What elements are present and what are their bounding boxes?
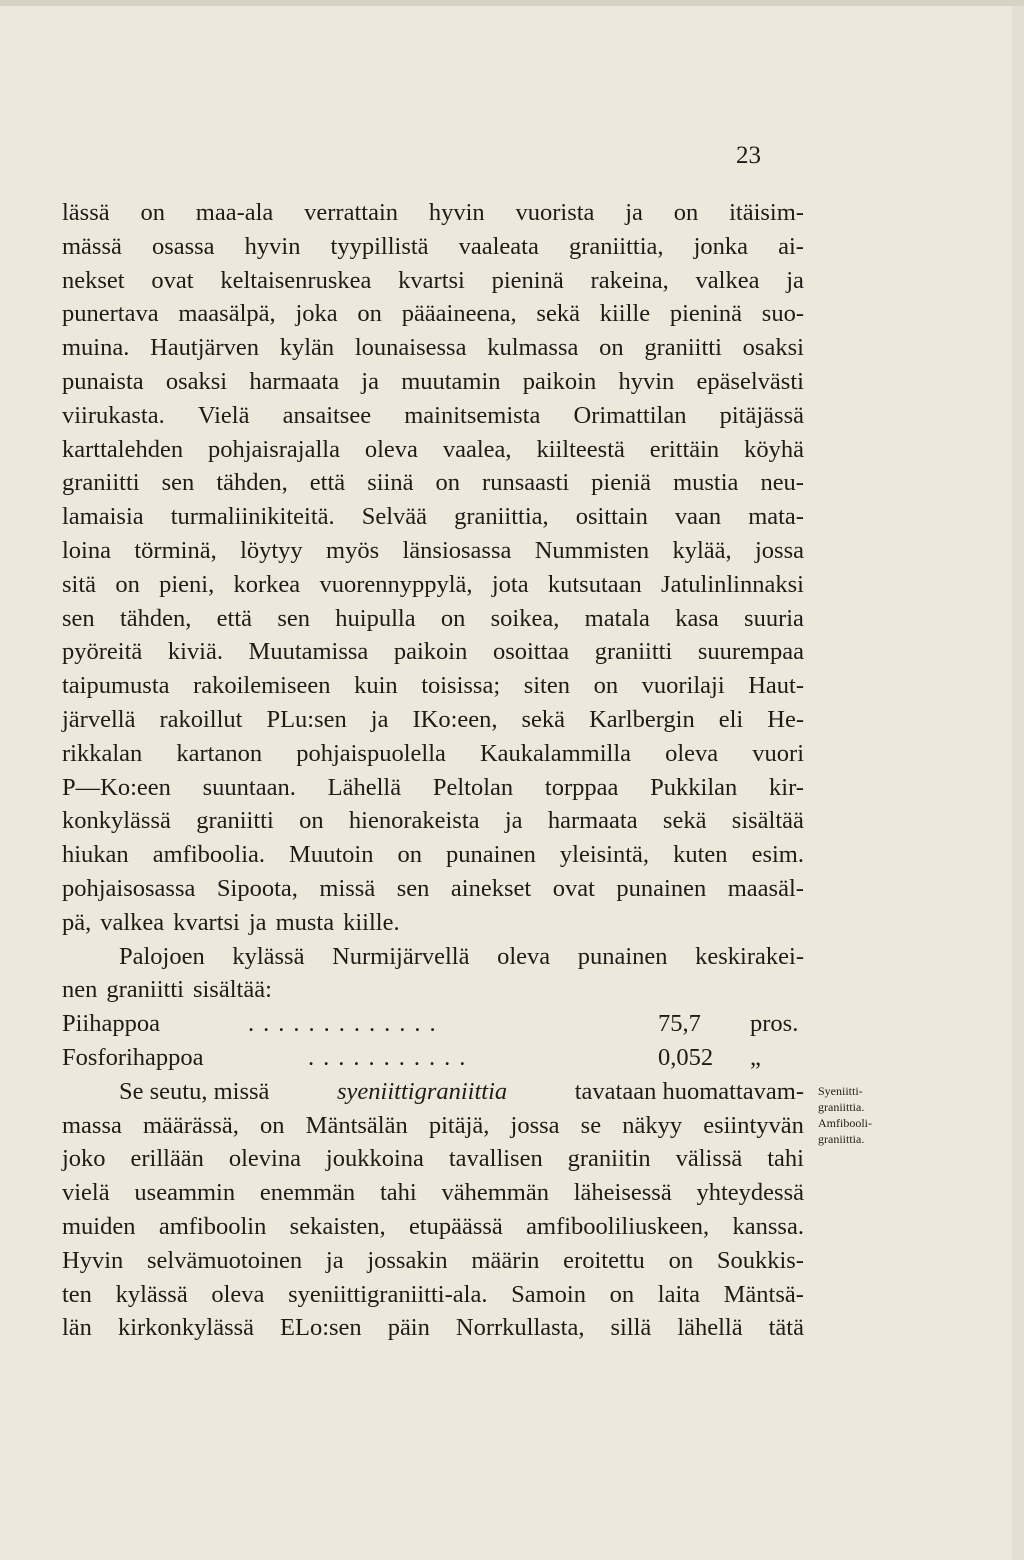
word: sen [161, 469, 195, 497]
text-line [62, 1210, 804, 1244]
word: pieninä [669, 300, 742, 328]
word: vuorennyppylä, [319, 570, 473, 598]
margin-note [818, 1083, 890, 1147]
text-line [62, 1109, 804, 1143]
word: läheisessä [573, 1179, 672, 1207]
word: verrattain [304, 199, 399, 226]
word: sekaisten, [289, 1212, 386, 1240]
word: Karlbergin [589, 705, 695, 733]
text-line [62, 602, 804, 636]
text-line [62, 230, 804, 264]
word: Nurmijärvellä [332, 942, 470, 970]
body-text [62, 196, 804, 1345]
word: rakoillut [159, 705, 243, 733]
word: eli [718, 705, 744, 733]
word: on [435, 469, 460, 497]
word: amfibooliliuskeen, [526, 1212, 710, 1240]
word: selvämuotoinen [147, 1246, 303, 1274]
word: valkea [695, 266, 760, 294]
word: kasa [675, 604, 719, 632]
word: taipumusta [62, 672, 170, 700]
page-number: 23 [736, 142, 761, 169]
word: löytyy [240, 536, 303, 564]
word: ja [361, 367, 379, 395]
word: harmaata [249, 367, 340, 395]
text-line [62, 399, 804, 433]
word: ja [325, 1246, 344, 1274]
word: loina [62, 536, 111, 564]
word: törminä, [134, 536, 217, 564]
word: kiviä. [167, 638, 223, 666]
text-line [62, 838, 804, 872]
word: graniittia, [454, 503, 549, 531]
word: Soukkis- [716, 1246, 804, 1274]
word: maa-ala [195, 199, 274, 226]
word: toisissa; [421, 672, 501, 700]
word: vaaleata [458, 232, 539, 260]
word: siinä [367, 469, 414, 497]
text-line [62, 703, 804, 737]
word: oleva [211, 1280, 265, 1308]
word: on [673, 199, 699, 226]
word: etupäässä [408, 1212, 503, 1240]
word: pohjaisosassa [62, 874, 196, 902]
word: jota [491, 570, 529, 598]
word: lähellä [677, 1314, 743, 1342]
word: län [62, 1314, 92, 1342]
word: kulmassa [487, 334, 579, 362]
word: sisältää: [192, 976, 272, 1004]
word: ovat [552, 874, 595, 902]
word: sisältää [731, 807, 804, 835]
word: osoittaa [492, 638, 570, 666]
word: paikoin [522, 367, 597, 395]
word: esiintyvän [703, 1111, 804, 1139]
word: että [309, 469, 346, 497]
word: runsaasti [482, 469, 570, 497]
word: Nummisten [534, 536, 650, 564]
term-syenite-granite: syeniittigraniittia [337, 1077, 508, 1105]
word: on [140, 199, 165, 226]
word: joukkoina [325, 1145, 424, 1173]
word: jonka [693, 232, 749, 260]
word: vähemmän [441, 1179, 549, 1207]
word: korkea [233, 570, 301, 598]
word: määrin [471, 1246, 540, 1274]
word: punainen [446, 841, 536, 869]
word: vuori [752, 739, 804, 767]
word: Pukkilan [650, 773, 738, 801]
analysis-row-phosphoric [62, 1041, 804, 1075]
word: köyhä [744, 435, 804, 463]
word: P—Ko:een [62, 773, 171, 801]
text-line [62, 1311, 804, 1345]
word: rikkalan [62, 739, 143, 767]
word: vuorista [515, 199, 595, 226]
word: ansaitsee [282, 401, 372, 429]
word: lounaisessa [354, 334, 467, 362]
word: turmaliinikiteitä. [170, 503, 335, 531]
word: kanssa. [732, 1212, 804, 1240]
word: missä [319, 874, 376, 902]
text-line [62, 669, 804, 703]
word: osassa [151, 232, 215, 260]
word: ja [504, 807, 523, 835]
line-segment: tavataan huomattavam- [574, 1077, 804, 1105]
margin-note-line: graniittia. [818, 1132, 865, 1146]
word: valkea [100, 908, 165, 936]
word: Jatulinlinnaksi [661, 570, 804, 598]
word: sen [277, 604, 310, 632]
word: lässä [62, 199, 110, 226]
word: graniitti [594, 638, 673, 666]
word: mainitsemista [404, 401, 541, 429]
word: hyvin [428, 199, 485, 226]
word: hiukan [62, 841, 129, 869]
word: se [580, 1111, 602, 1139]
word: oleva [364, 435, 418, 463]
word: olevina [228, 1145, 301, 1173]
word: ainekset [450, 874, 532, 902]
word: nen [62, 976, 98, 1004]
word: järvellä [62, 705, 136, 733]
word: torppaa [544, 773, 619, 801]
word: maasälpä, [178, 300, 276, 328]
word: tahi [379, 1179, 417, 1207]
word: soikea, [490, 604, 560, 632]
leader-dots: ............. [248, 1010, 445, 1038]
word: yhteydessä [696, 1179, 804, 1207]
text-line [62, 940, 804, 974]
word: kvartsi [398, 266, 465, 294]
word: vaan [674, 503, 722, 531]
text-line [62, 500, 804, 534]
word: tätä [768, 1314, 804, 1342]
word: sekä [521, 705, 566, 733]
word: kylässä [232, 942, 305, 970]
word: pä, [62, 908, 92, 936]
word: amfiboolin [158, 1212, 267, 1240]
word: graniitti [62, 469, 140, 497]
analysis-unit: pros. [750, 1010, 799, 1038]
line-segment: Se seutu, missä [119, 1077, 270, 1105]
analysis-unit: „ [750, 1043, 761, 1071]
word: esim. [751, 841, 804, 869]
word: kirkonkylässä [117, 1314, 255, 1342]
word: osaksi [742, 334, 804, 362]
word: vaalea, [442, 435, 512, 463]
word: muina. [62, 334, 130, 362]
word: ovat [151, 266, 194, 294]
leader-dots: ........... [308, 1043, 475, 1071]
word: ten [62, 1280, 92, 1308]
word: pitäjässä [719, 401, 804, 429]
word: Peltolan [432, 773, 514, 801]
word: keskirakei- [695, 942, 804, 970]
word: musta [275, 908, 335, 936]
text-line [62, 973, 804, 1007]
word: sillä [610, 1314, 652, 1342]
word: Mäntsälän [305, 1111, 408, 1139]
word: vuorilaji [641, 672, 725, 700]
text-line [62, 737, 804, 771]
word: konkylässä [62, 807, 171, 835]
text-line [62, 568, 804, 602]
word: pieninä [491, 266, 564, 294]
word: PLu:sen [266, 705, 347, 733]
analysis-value: 0,052 [658, 1043, 714, 1071]
word: osaksi [165, 367, 228, 395]
word: massa [62, 1111, 122, 1139]
word: ja [248, 908, 267, 936]
word: Vielä [197, 401, 250, 429]
word: on [357, 300, 382, 328]
word: karttalehden [62, 435, 184, 463]
text-line [62, 534, 804, 568]
word: Lähellä [327, 773, 402, 801]
word: paikoin [393, 638, 468, 666]
word: ja [786, 266, 804, 294]
word: suuntaan. [202, 773, 296, 801]
word: suo- [761, 300, 804, 328]
word: sekä [536, 300, 580, 328]
word: hyvin [618, 367, 675, 395]
word: Muutoin [289, 841, 374, 869]
word: syeniittigraniitti-ala. [288, 1280, 488, 1308]
word: myös [326, 536, 380, 564]
word: tyypillistä [330, 232, 429, 260]
word: epäselvästi [696, 367, 804, 395]
text-line [62, 196, 804, 230]
word: että [216, 604, 253, 632]
margin-note-line: graniittia. [818, 1100, 865, 1114]
word: välissä [675, 1145, 743, 1173]
text-line [62, 365, 804, 399]
word: oleva [497, 942, 551, 970]
word: Orimattilan [573, 401, 687, 429]
word: maasäl- [727, 874, 804, 902]
word: Hyvin [62, 1246, 124, 1274]
word: Kaukalammilla [479, 739, 632, 767]
word: on [599, 334, 624, 362]
word: hyvin [244, 232, 301, 260]
word: eroitettu [563, 1246, 645, 1274]
word: pitäjä, [428, 1111, 490, 1139]
word: ELo:sen [280, 1314, 362, 1342]
word: suurempaa [697, 638, 804, 666]
word: on [397, 841, 422, 869]
word: päin [387, 1314, 430, 1342]
word: jossa [754, 536, 804, 564]
word: tähden, [119, 604, 192, 632]
text-line [62, 906, 804, 940]
text-line [62, 1142, 804, 1176]
word: sen [396, 874, 430, 902]
text-line [62, 1278, 804, 1312]
word: määrässä, [143, 1111, 239, 1139]
word: mässä [62, 232, 122, 260]
word: muiden [62, 1212, 136, 1240]
word: IKo:een, [412, 705, 498, 733]
word: pohjaispuolella [296, 739, 446, 767]
word: pyöreitä [62, 638, 143, 666]
word: näkyy [622, 1111, 683, 1139]
word: kiilteestä [536, 435, 625, 463]
word: rakoilemiseen [193, 672, 331, 700]
word: keltaisenruskea [220, 266, 372, 294]
text-line [62, 771, 804, 805]
word: kvartsi [173, 908, 240, 936]
word: kutsutaan [547, 570, 642, 598]
word: Samoin [511, 1280, 586, 1308]
word: Mäntsä- [723, 1280, 804, 1308]
word: itäisim- [729, 199, 804, 226]
word: sen [62, 604, 95, 632]
page-top-edge [0, 0, 1024, 6]
word: jossakin [367, 1246, 448, 1274]
word: vielä [62, 1179, 110, 1207]
word: Palojoen [119, 942, 205, 970]
word: graniitin [567, 1145, 651, 1173]
word: pääaineena, [401, 300, 517, 328]
word: on [115, 570, 140, 598]
word: matala [584, 604, 650, 632]
word: on [668, 1246, 694, 1274]
analysis-row-silica [62, 1007, 804, 1041]
word: länsiosassa [402, 536, 512, 564]
text-line-with-term [62, 1075, 804, 1109]
text-line [62, 804, 804, 838]
text-line [62, 635, 804, 669]
word: joka [295, 300, 338, 328]
word: oleva [665, 739, 719, 767]
word: huipulla [335, 604, 416, 632]
text-line [62, 466, 804, 500]
word: kylän [279, 334, 335, 362]
word: ja [625, 199, 643, 226]
word: ja [370, 705, 389, 733]
word: on [593, 672, 619, 700]
word: on [609, 1280, 635, 1308]
word: kiille [599, 300, 651, 328]
word: laita [657, 1280, 700, 1308]
word: on [440, 604, 466, 632]
word: kartanon [176, 739, 263, 767]
word: kuten [673, 841, 728, 869]
word: enemmän [259, 1179, 356, 1207]
word: pieniä [591, 469, 652, 497]
word: punaista [62, 367, 144, 395]
page-right-edge [1012, 6, 1024, 1560]
word: tähden, [216, 469, 288, 497]
word: sekä [662, 807, 707, 835]
word: kiille. [343, 908, 400, 936]
text-line [62, 433, 804, 467]
analysis-name: Piihappoa [62, 1010, 160, 1038]
word: tahi [767, 1145, 804, 1173]
word: punainen [577, 942, 668, 970]
word: Sipoota, [216, 874, 298, 902]
word: punertava [62, 300, 159, 328]
word: lamaisia [62, 503, 144, 531]
word: rakeina, [590, 266, 669, 294]
text-line [62, 264, 804, 298]
word: Norrkullasta, [455, 1314, 585, 1342]
word: pohjaisrajalla [207, 435, 340, 463]
word: tavallisen [448, 1145, 543, 1173]
word: graniitti [106, 976, 184, 1004]
word: erillään [130, 1145, 204, 1173]
word: ai- [778, 232, 804, 260]
word: kylässä [115, 1280, 188, 1308]
word: Selvää [361, 503, 428, 531]
text-line [62, 297, 804, 331]
margin-note-line: Syeniitti- [818, 1084, 863, 1098]
word: mata- [748, 503, 804, 531]
text-line [62, 1244, 804, 1278]
word: on [260, 1111, 285, 1139]
word: Muutamissa [248, 638, 369, 666]
word: nekset [62, 266, 125, 294]
word: jossa [510, 1111, 560, 1139]
word: osittain [575, 503, 648, 531]
word: erittäin [649, 435, 720, 463]
word: viirukasta. [62, 401, 165, 429]
word: muutamin [401, 367, 501, 395]
word: siten [523, 672, 570, 700]
word: kuin [354, 672, 398, 700]
word: He- [767, 705, 804, 733]
word: neu- [760, 469, 804, 497]
analysis-name: Fosforihappoa [62, 1043, 204, 1071]
text-line [62, 1176, 804, 1210]
word: sitä [62, 570, 97, 598]
word: kir- [769, 773, 804, 801]
word: amfiboolia. [152, 841, 265, 869]
word: harmaata [547, 807, 638, 835]
word: yleisintä, [559, 841, 650, 869]
analysis-value: 75,7 [658, 1010, 701, 1038]
word: mustia [673, 469, 739, 497]
text-line [62, 331, 804, 365]
word: useammin [134, 1179, 236, 1207]
word: graniitti [644, 334, 722, 362]
word: suuria [744, 604, 804, 632]
word: punainen [616, 874, 707, 902]
word: graniittia, [568, 232, 664, 260]
word: joko [62, 1145, 106, 1173]
word: Hautjärven [150, 334, 259, 362]
text-line [62, 872, 804, 906]
word: on [299, 807, 324, 835]
word: hienorakeista [348, 807, 480, 835]
word: graniitti [196, 807, 274, 835]
margin-note-line: Amfibooli- [818, 1116, 872, 1130]
word: Haut- [748, 672, 804, 700]
word: pieni, [159, 570, 215, 598]
word: kylää, [672, 536, 732, 564]
